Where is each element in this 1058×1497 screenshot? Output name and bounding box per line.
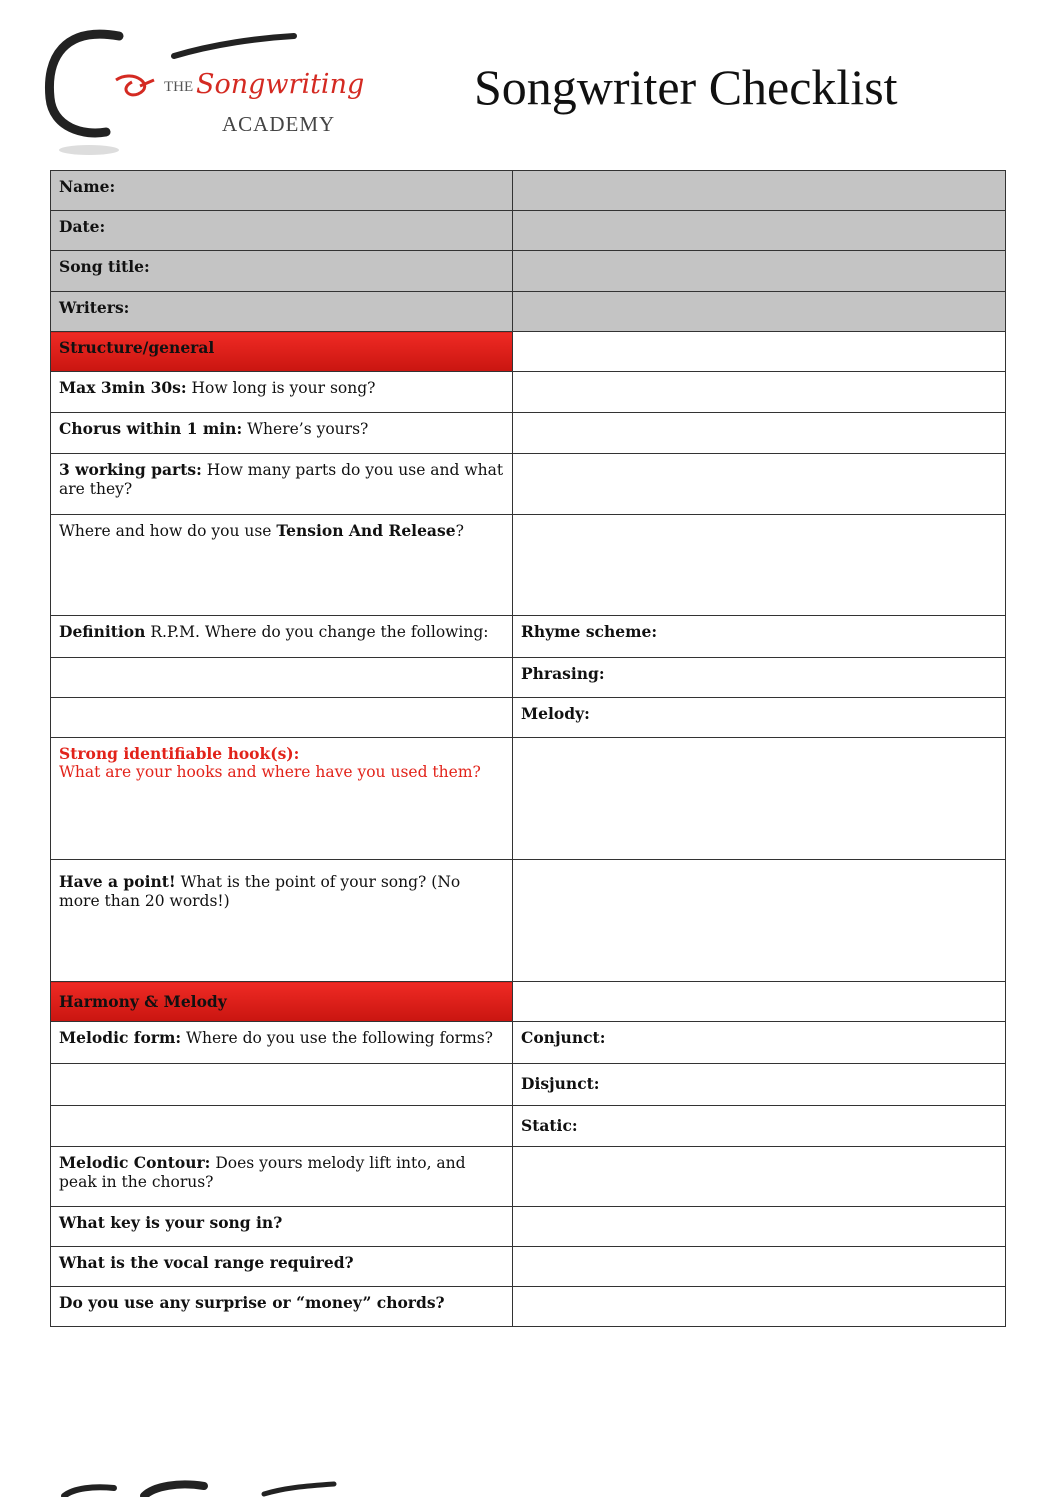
melodic-form-question: Melodic form: Where do you use the following forms? — [51, 1022, 513, 1064]
phrasing-row — [51, 658, 1006, 698]
surprise-chords-row — [51, 1287, 1006, 1327]
songwriting-academy-logo — [44, 28, 365, 158]
melodic-form-row — [51, 1022, 1006, 1064]
disjunct-blank — [51, 1064, 513, 1106]
checklist-table — [50, 170, 1006, 1327]
melodic-contour-answer[interactable] — [513, 1147, 1006, 1207]
logo-script-text: Songwriting — [196, 69, 365, 100]
document-title: Songwriter Checklist — [474, 59, 898, 115]
phrasing-blank — [51, 658, 513, 698]
song-length-question: Max 3min 30s: How long is your song? — [51, 372, 513, 413]
song-point-answer[interactable] — [513, 860, 1006, 982]
harmony-section-blank — [513, 982, 1006, 1022]
date-field[interactable] — [513, 211, 1006, 251]
tension-release-question: Where and how do you use Tension And Release? — [51, 515, 513, 616]
structure-section-header: Structure/general — [51, 332, 513, 372]
song-title-label: Song title: — [51, 251, 513, 292]
structure-section-row — [51, 332, 1006, 372]
melody-row — [51, 698, 1006, 738]
disjunct-row — [51, 1064, 1006, 1106]
song-key-row — [51, 1207, 1006, 1247]
harmony-section-header: Harmony & Melody — [51, 982, 513, 1022]
writers-field[interactable] — [513, 292, 1006, 332]
phrasing-label[interactable]: Phrasing: — [513, 658, 1006, 698]
chorus-timing-question: Chorus within 1 min: Where’s yours? — [51, 413, 513, 454]
rhyme-scheme-label[interactable]: Rhyme scheme: — [513, 616, 1006, 658]
vocal-range-question: What is the vocal range required? — [51, 1247, 513, 1287]
harmony-section-row — [51, 982, 1006, 1022]
structure-section-blank — [513, 332, 1006, 372]
disjunct-label[interactable]: Disjunct: — [513, 1064, 1006, 1106]
name-row — [51, 171, 1006, 211]
conjunct-label[interactable]: Conjunct: — [513, 1022, 1006, 1064]
hook-answer[interactable] — [513, 738, 1006, 860]
hook-question — [51, 738, 513, 860]
hook-text: What are your hooks and where have you used them? — [59, 763, 481, 781]
tension-release-row — [51, 515, 1006, 616]
writers-label: Writers: — [51, 292, 513, 332]
writers-row — [51, 292, 1006, 332]
surprise-chords-answer[interactable] — [513, 1287, 1006, 1327]
static-row — [51, 1106, 1006, 1147]
melody-blank — [51, 698, 513, 738]
song-key-question: What key is your song in? — [51, 1207, 513, 1247]
song-point-row — [51, 860, 1006, 982]
melodic-contour-question: Melodic Contour: Does yours melody lift into, and peak in the chorus? — [51, 1147, 513, 1207]
definition-question: Definition R.P.M. Where do you change the following: — [51, 616, 513, 658]
date-row — [51, 211, 1006, 251]
song-key-answer[interactable] — [513, 1207, 1006, 1247]
vocal-range-answer[interactable] — [513, 1247, 1006, 1287]
melody-label[interactable]: Melody: — [513, 698, 1006, 738]
vocal-range-row — [51, 1247, 1006, 1287]
song-point-question: Have a point! What is the point of your song? (No more than 20 words!) — [51, 860, 513, 982]
hook-title: Strong identifiable hook(s): — [59, 744, 300, 763]
name-label: Name: — [51, 171, 513, 211]
chorus-timing-row — [51, 413, 1006, 454]
logo-academy-text: ACADEMY — [222, 112, 336, 136]
song-title-row — [51, 251, 1006, 292]
definition-row — [51, 616, 1006, 658]
working-parts-question: 3 working parts: How many parts do you use and what are they? — [51, 454, 513, 515]
song-title-field[interactable] — [513, 251, 1006, 292]
melodic-contour-row — [51, 1147, 1006, 1207]
surprise-chords-question: Do you use any surprise or “money” chords? — [51, 1287, 513, 1327]
song-length-row — [51, 372, 1006, 413]
static-label[interactable]: Static: — [513, 1106, 1006, 1147]
next-page-logo-fragment — [44, 1478, 344, 1497]
date-label: Date: — [51, 211, 513, 251]
static-blank — [51, 1106, 513, 1147]
hook-row — [51, 738, 1006, 860]
working-parts-row — [51, 454, 1006, 515]
name-field[interactable] — [513, 171, 1006, 211]
working-parts-answer[interactable] — [513, 454, 1006, 515]
chorus-timing-answer[interactable] — [513, 413, 1006, 454]
song-length-answer[interactable] — [513, 372, 1006, 413]
tension-release-answer[interactable] — [513, 515, 1006, 616]
logo-the-text: THE — [164, 79, 194, 95]
